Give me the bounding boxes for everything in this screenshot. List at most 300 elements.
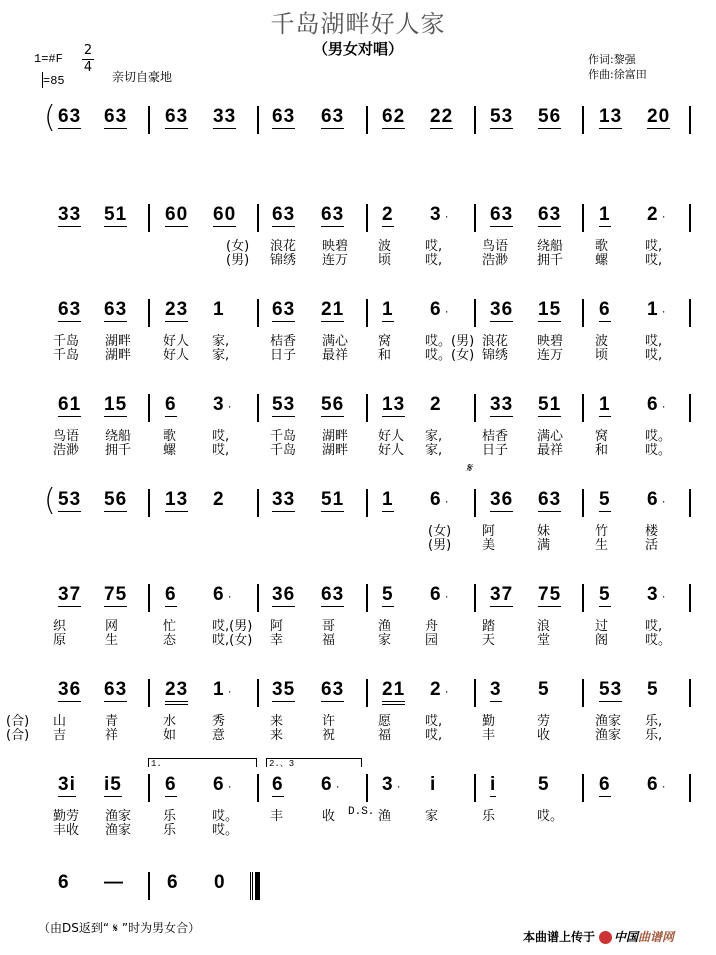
lyric-syllable: 活 (645, 538, 659, 553)
bar-line (257, 774, 259, 802)
lyric-syllable: 网 (105, 619, 119, 634)
lyric-syllable: 劳 (537, 714, 551, 729)
lyric-syllable: 勤 (482, 714, 496, 729)
segno-icon: 𝄋 (466, 461, 472, 476)
lyric-syllable: 哎, (645, 348, 663, 363)
note: 1 (599, 204, 611, 225)
lyric-syllable: 哎, (645, 253, 663, 268)
lyric-syllable: 丰 (482, 728, 496, 743)
lyric-syllable: 哎, (212, 429, 230, 444)
lyric-syllable: 哎, (425, 253, 443, 268)
bar-line (257, 204, 259, 232)
note: 6 · (321, 774, 341, 795)
lyric-syllable: 浪花 (482, 334, 509, 349)
note: 33 (213, 106, 237, 127)
note: 63 (321, 584, 345, 605)
note: 6 · (213, 774, 233, 795)
note: 22 (430, 106, 454, 127)
note: 6 · (430, 299, 450, 320)
bar-line (257, 394, 259, 422)
lyric-syllable: 窝 (595, 429, 609, 444)
lyric-syllable: 来 (270, 728, 284, 743)
lyric-syllable: 收 (537, 728, 551, 743)
bar-line (148, 489, 150, 517)
note: 3 · (647, 584, 667, 605)
note: 63 (272, 299, 296, 320)
note: 63 (538, 489, 562, 510)
lyric-syllable: 美 (482, 538, 496, 553)
note: 51 (321, 489, 345, 510)
note: 37 (58, 584, 82, 605)
note: 53 (490, 106, 514, 127)
bar-line (257, 489, 259, 517)
lyric-syllable: 渔家 (595, 714, 622, 729)
note: 63 (272, 106, 296, 127)
lyric-syllable: 连万 (537, 348, 564, 363)
note: 53 (599, 679, 623, 700)
expression-marking: 亲切自豪地 (112, 70, 173, 84)
note: 3 · (382, 774, 402, 795)
note: 6 (599, 299, 611, 320)
note: 62 (382, 106, 406, 127)
note: 3 · (430, 204, 450, 225)
lyric-syllable: 乐 (163, 823, 177, 838)
note: 56 (104, 489, 128, 510)
bar-line (366, 679, 368, 707)
bar-line (148, 774, 150, 802)
lyric-syllable: 哎。 (537, 809, 564, 824)
lyric-syllable: 映碧 (537, 334, 564, 349)
lyric-syllable: 湖畔 (322, 443, 349, 458)
lyric-syllable: 幸 (270, 633, 284, 648)
lyric-syllable: 哎。 (212, 809, 239, 824)
bar-line (689, 106, 691, 134)
lyric-syllable: 桔香 (270, 334, 297, 349)
lyric-syllable: 过 (595, 619, 609, 634)
bar-line (366, 584, 368, 612)
bar-line (582, 774, 584, 802)
upload-credit: 本曲谱上传于 中国曲谱网 (523, 930, 675, 944)
lyric-syllable: 哎, (212, 443, 230, 458)
bar-line (257, 106, 259, 134)
lyric-syllable: 锦绣 (270, 253, 297, 268)
bar-line (366, 204, 368, 232)
lyric-syllable: 波 (378, 239, 392, 254)
note: i5 (104, 774, 122, 795)
volta-2: 2.、3 (266, 758, 362, 767)
lyric-syllable: 和 (378, 348, 392, 363)
lyric-syllable: 鸟语 (53, 429, 80, 444)
note: 33 (58, 204, 82, 225)
lyric-syllable: 吉 (53, 728, 67, 743)
bar-line (257, 299, 259, 327)
bar-line (582, 584, 584, 612)
repeat-bracket-open: ( (44, 100, 56, 135)
lyric-syllable: 生 (595, 538, 609, 553)
bar-line (148, 106, 150, 134)
note: 1 · (213, 679, 233, 700)
lyric-syllable: 渔 (378, 619, 392, 634)
lyric-syllable: 千岛 (53, 334, 80, 349)
lyric-syllable: 日子 (482, 443, 509, 458)
lyric-syllable: 竹 (595, 524, 609, 539)
bar-line (689, 394, 691, 422)
lyric-syllable: 螺 (163, 443, 177, 458)
bar-line (689, 679, 691, 707)
note: 63 (272, 204, 296, 225)
lyric-syllable: 家, (425, 443, 443, 458)
note: 21 (382, 679, 405, 705)
lyric-syllable: 丰 (270, 809, 284, 824)
lyric-syllable: 丰收 (53, 823, 80, 838)
bar-line (474, 106, 476, 134)
lyric-syllable: 湖畔 (105, 334, 132, 349)
note: 56 (321, 394, 345, 415)
bar-line (148, 299, 150, 327)
note: 2 · (647, 204, 667, 225)
bar-line (366, 489, 368, 517)
lyric-syllable: 哎, (645, 619, 663, 634)
note: 63 (490, 204, 514, 225)
lyric-syllable: 乐 (163, 809, 177, 824)
lyric-syllable: 满心 (322, 334, 349, 349)
lyric-syllable: 园 (425, 633, 439, 648)
note: 3 (490, 679, 502, 700)
lyric-syllable: 哎, (425, 714, 443, 729)
time-bottom: 4 (83, 60, 93, 75)
bar-line (582, 679, 584, 707)
bar-line (257, 679, 259, 707)
lyric-syllable: 好人 (163, 348, 190, 363)
credits (588, 52, 647, 82)
lyric-syllable: 拥千 (537, 253, 564, 268)
lyric-syllable: 阿 (482, 524, 496, 539)
lyric-syllable: 哎, (645, 239, 663, 254)
note: 23 (165, 299, 189, 320)
lyric-syllable: 浩渺 (482, 253, 509, 268)
note: 33 (490, 394, 514, 415)
note: 5 (647, 679, 659, 700)
composer: 作曲:徐富田 (588, 68, 647, 81)
note: 2 (430, 394, 442, 415)
lyric-syllable: 哎, (425, 239, 443, 254)
song-title: 千岛湖畔好人家 (270, 10, 446, 38)
lyric-syllable: 浩渺 (53, 443, 80, 458)
note: 63 (538, 204, 562, 225)
lyric-syllable: 渔家 (105, 823, 132, 838)
lyric-syllable: 日子 (270, 348, 297, 363)
lyric-syllable: 锦绣 (482, 348, 509, 363)
lyric-syllable: 浪花 (270, 239, 297, 254)
lyric-syllable: 好人 (378, 429, 405, 444)
lyric-syllable: 映碧 (322, 239, 349, 254)
note: 60 (165, 204, 189, 225)
note: i (490, 774, 497, 795)
note: 5 (599, 584, 611, 605)
bar-line (689, 489, 691, 517)
note: 2 · (430, 679, 450, 700)
note: 1 · (647, 299, 667, 320)
note: — (104, 872, 124, 893)
lyric-syllable: 歌 (163, 429, 177, 444)
lyric-syllable: 青 (105, 714, 119, 729)
lyric-syllable: 顷 (595, 348, 609, 363)
note: 63 (104, 106, 128, 127)
lyric-syllable: 歌 (595, 239, 609, 254)
note: 75 (104, 584, 128, 605)
note: 2 (382, 204, 394, 225)
bar-line (689, 774, 691, 802)
lyric-syllable: 福 (322, 633, 336, 648)
lyric-syllable: 态 (163, 633, 177, 648)
lyric-syllable: 最祥 (537, 443, 564, 458)
lyric-syllable: 湖畔 (322, 429, 349, 444)
note: 56 (538, 106, 562, 127)
bar-line (366, 106, 368, 134)
note: 6 · (213, 584, 233, 605)
note: 21 (321, 299, 345, 320)
note: 53 (58, 489, 82, 510)
lyric-syllable: 楼 (645, 524, 659, 539)
note: 33 (272, 489, 296, 510)
bar-line (689, 299, 691, 327)
lyric-syllable: 千岛 (270, 443, 297, 458)
note: 51 (538, 394, 562, 415)
lyric-syllable: 祝 (322, 728, 336, 743)
bar-line (474, 679, 476, 707)
tempo-marking: =85 (43, 74, 65, 88)
lyric-syllable: 好人 (378, 443, 405, 458)
lyric-syllable: 家, (212, 334, 230, 349)
bar-line (474, 394, 476, 422)
song-subtitle: （男女对唱） (312, 40, 403, 58)
voice-label: (女) (226, 239, 250, 254)
bar-line (582, 299, 584, 327)
lyric-syllable: 原 (53, 633, 67, 648)
note: 1 (599, 394, 611, 415)
lyric-syllable: 许 (322, 714, 336, 729)
lyric-syllable: 和 (595, 443, 609, 458)
bar-line (148, 394, 150, 422)
footnote: （由DS返到“ 𝄋 ”时为男女合） (38, 921, 201, 935)
lyric-syllable: 鸟语 (482, 239, 509, 254)
lyric-syllable: 家 (425, 809, 439, 824)
bar-line (366, 299, 368, 327)
lyric-syllable: 家, (212, 348, 230, 363)
lyric-syllable: 家 (378, 633, 392, 648)
lyric-syllable: 波 (595, 334, 609, 349)
note: 6 (272, 774, 284, 795)
lyric-syllable: 生 (105, 633, 119, 648)
note: 63 (104, 679, 128, 700)
note: 37 (490, 584, 514, 605)
note: 63 (321, 679, 345, 700)
lyric-syllable: 福 (378, 728, 392, 743)
note: 5 (382, 584, 394, 605)
bar-line (474, 584, 476, 612)
note: 63 (165, 106, 189, 127)
lyric-syllable: 螺 (595, 253, 609, 268)
bar-line (689, 584, 691, 612)
bar-line (474, 299, 476, 327)
lyric-syllable: 天 (482, 633, 496, 648)
final-bar-line (250, 872, 258, 900)
lyric-syllable: 山 (53, 714, 67, 729)
lyric-syllable: 意 (212, 728, 226, 743)
bar-line (582, 489, 584, 517)
lyricist: 作词:黎强 (588, 53, 636, 66)
note: 6 (165, 394, 177, 415)
lyric-syllable: 妹 (537, 524, 551, 539)
bar-line (582, 106, 584, 134)
note: 36 (490, 299, 514, 320)
note: 1 (382, 299, 394, 320)
voice-label: (男) (428, 538, 452, 553)
lyric-syllable: 踏 (482, 619, 496, 634)
lyric-syllable: 忙 (163, 619, 177, 634)
lyric-syllable: 织 (53, 619, 67, 634)
lyric-syllable: 哥 (322, 619, 336, 634)
lyric-syllable: 哎, (425, 728, 443, 743)
lyric-syllable: 哎,(女) (212, 633, 253, 648)
voice-label: (男) (226, 253, 250, 268)
lyric-syllable: 湖畔 (105, 348, 132, 363)
lyric-syllable: 愿 (378, 714, 392, 729)
lyric-syllable: 阁 (595, 633, 609, 648)
lyric-syllable: 哎。 (645, 429, 672, 444)
lyric-syllable: 哎。(男) (425, 334, 475, 349)
note: 0 (214, 872, 226, 893)
lyric-syllable: 乐, (645, 714, 663, 729)
bar-line (474, 204, 476, 232)
time-signature (82, 44, 94, 75)
lyric-syllable: 拥千 (105, 443, 132, 458)
lyric-syllable: 千岛 (53, 348, 80, 363)
note: 63 (58, 106, 82, 127)
bar-line (474, 489, 476, 517)
lyric-syllable: 好人 (163, 334, 190, 349)
note: 15 (104, 394, 128, 415)
note: 15 (538, 299, 562, 320)
site-logo-icon (599, 931, 612, 944)
lyric-syllable: 满 (537, 538, 551, 553)
note: 6 · (647, 394, 667, 415)
note: 6 · (647, 489, 667, 510)
lyric-syllable: 祥 (105, 728, 119, 743)
lyric-syllable: 舟 (425, 619, 439, 634)
note: 36 (272, 584, 296, 605)
note: 61 (58, 394, 82, 415)
note: 5 (538, 679, 550, 700)
time-top: 2 (83, 43, 93, 58)
lyric-syllable: 哎。 (645, 443, 672, 458)
note: 63 (58, 299, 82, 320)
bar-line (366, 394, 368, 422)
note: 5 (599, 489, 611, 510)
note: 6 (165, 774, 177, 795)
note: 5 (538, 774, 550, 795)
note: 3 · (213, 394, 233, 415)
bar-line (148, 679, 150, 707)
lyric-syllable: 乐, (645, 728, 663, 743)
lyric-syllable: 来 (270, 714, 284, 729)
lyric-syllable: 渔 (378, 809, 392, 824)
bar-line (689, 204, 691, 232)
lyric-syllable: 秀 (212, 714, 226, 729)
bar-line (148, 584, 150, 612)
note: 6 (58, 872, 70, 893)
repeat-bracket-open: ( (44, 483, 56, 518)
bar-line (257, 584, 259, 612)
note: 6 (165, 584, 177, 605)
key-signature: 1=#F (34, 52, 63, 66)
note: 1 (382, 489, 394, 510)
note: 63 (104, 299, 128, 320)
note: i (430, 774, 437, 795)
note: 75 (538, 584, 562, 605)
lyric-syllable: 连万 (322, 253, 349, 268)
voice-label: (女) (428, 524, 452, 539)
lyric-syllable: 哎。(女) (425, 348, 475, 363)
note: 6 (167, 872, 179, 893)
note: 20 (647, 106, 671, 127)
note: 6 · (430, 489, 450, 510)
bar-line (582, 204, 584, 232)
lyric-syllable: 堂 (537, 633, 551, 648)
note: 51 (104, 204, 128, 225)
note: 13 (165, 489, 189, 510)
lyric-syllable: 水 (163, 714, 177, 729)
note: 35 (272, 679, 296, 700)
note: 6 · (647, 774, 667, 795)
note: 6 (599, 774, 611, 795)
lyric-syllable: 满心 (537, 429, 564, 444)
note: 1 (213, 299, 225, 320)
note: 36 (490, 489, 514, 510)
lyric-syllable: 收 (322, 809, 336, 824)
dal-segno: D.S. (348, 806, 375, 818)
lyric-syllable: 渔家 (595, 728, 622, 743)
note: 2 (213, 489, 225, 510)
voice-label: (合) (6, 728, 30, 743)
bar-line (474, 774, 476, 802)
lyric-syllable: 渔家 (105, 809, 132, 824)
note: 6 · (430, 584, 450, 605)
lyric-syllable: 乐 (482, 809, 496, 824)
lyric-syllable: 如 (163, 728, 177, 743)
lyric-syllable: 绕船 (105, 429, 132, 444)
note: 13 (382, 394, 406, 415)
note: 23 (165, 679, 188, 705)
note: 36 (58, 679, 82, 700)
note: 53 (272, 394, 296, 415)
lyric-syllable: 千岛 (270, 429, 297, 444)
note: 3i (58, 774, 76, 795)
bar-line (582, 394, 584, 422)
lyric-syllable: 最祥 (322, 348, 349, 363)
lyric-syllable: 浪 (537, 619, 551, 634)
lyric-syllable: 哎,(男) (212, 619, 253, 634)
voice-label: (合) (6, 714, 30, 729)
lyric-syllable: 窝 (378, 334, 392, 349)
lyric-syllable: 哎。 (645, 633, 672, 648)
lyric-syllable: 勤劳 (53, 809, 80, 824)
lyric-syllable: 哎。 (212, 823, 239, 838)
lyric-syllable: 哎, (645, 334, 663, 349)
bar-line (148, 204, 150, 232)
note: 13 (599, 106, 623, 127)
bar-line (148, 872, 150, 900)
